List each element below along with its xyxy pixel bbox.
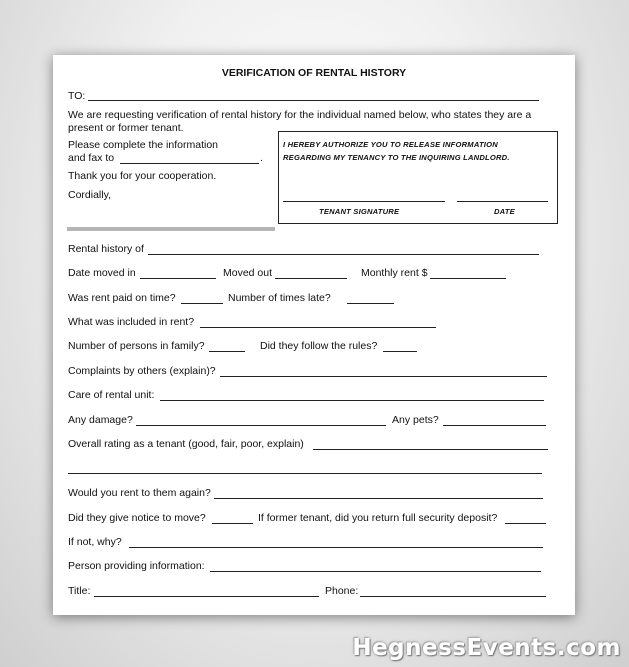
title-field[interactable] xyxy=(94,596,319,597)
phone-label: Phone: xyxy=(325,585,359,597)
date-label: DATE xyxy=(494,207,515,216)
authorize-line-1: I HEREBY AUTHORIZE YOU TO RELEASE INFORMATION xyxy=(283,140,498,149)
moved-out-label: Moved out xyxy=(223,267,273,279)
fax-number-field[interactable] xyxy=(120,163,259,164)
moved-out-field[interactable] xyxy=(275,278,347,279)
if-not-why-label: If not, why? xyxy=(68,536,122,548)
any-pets-label: Any pets? xyxy=(392,414,439,426)
person-providing-label: Person providing information: xyxy=(68,560,205,572)
tenant-signature-field[interactable] xyxy=(283,201,445,202)
complete-line-1: Please complete the information xyxy=(68,139,218,151)
overall-rating-field[interactable] xyxy=(313,449,548,450)
person-providing-field[interactable] xyxy=(210,571,541,572)
included-in-rent-label: What was included in rent? xyxy=(68,316,195,328)
rent-paid-on-time-label: Was rent paid on time? xyxy=(68,292,176,304)
security-deposit-label: If former tenant, did you return full security deposit? xyxy=(258,512,498,524)
included-in-rent-field[interactable] xyxy=(200,327,436,328)
any-damage-label: Any damage? xyxy=(68,414,133,426)
rent-paid-on-time-field[interactable] xyxy=(181,303,223,304)
follow-rules-label: Did they follow the rules? xyxy=(260,340,378,352)
to-label: TO: xyxy=(68,90,86,102)
overall-rating-label: Overall rating as a tenant (good, fair, poor, explain) xyxy=(68,438,304,450)
care-of-unit-field[interactable] xyxy=(160,400,544,401)
care-of-unit-label: Care of rental unit: xyxy=(68,389,155,401)
title-label: Title: xyxy=(68,585,91,597)
authorization-box xyxy=(278,131,558,224)
follow-rules-field[interactable] xyxy=(383,351,417,352)
intro-line-2: present or former tenant. xyxy=(68,122,184,134)
cordially-text: Cordially, xyxy=(68,189,111,201)
rent-again-field[interactable] xyxy=(214,498,543,499)
complaints-label: Complaints by others (explain)? xyxy=(68,365,216,377)
date-moved-in-label: Date moved in xyxy=(68,267,136,279)
if-not-why-field[interactable] xyxy=(129,547,543,548)
notice-to-move-label: Did they give notice to move? xyxy=(68,512,206,524)
monthly-rent-field[interactable] xyxy=(430,278,506,279)
security-deposit-field[interactable] xyxy=(505,523,546,524)
complete-line-2: and fax to xyxy=(68,152,115,164)
watermark: HegnessEvents.com xyxy=(352,635,621,661)
tenant-signature-label: TENANT SIGNATURE xyxy=(319,207,400,216)
to-field[interactable] xyxy=(88,100,539,101)
form-title: VERIFICATION OF RENTAL HISTORY xyxy=(221,67,407,79)
rental-history-of-field[interactable] xyxy=(148,254,539,255)
rental-history-of-label: Rental history of xyxy=(68,243,144,255)
times-late-label: Number of times late? xyxy=(228,292,331,304)
rent-again-label: Would you rent to them again? xyxy=(68,487,211,499)
signature-date-field[interactable] xyxy=(457,201,548,202)
authorize-line-2: REGARDING MY TENANCY TO THE INQUIRING LANDLORD. xyxy=(283,153,510,162)
date-moved-in-field[interactable] xyxy=(140,278,216,279)
any-pets-field[interactable] xyxy=(443,425,546,426)
divider-bar xyxy=(67,227,275,231)
rental-history-form xyxy=(53,55,575,615)
complaints-field[interactable] xyxy=(220,376,547,377)
monthly-rent-label: Monthly rent $ xyxy=(361,267,428,279)
times-late-field[interactable] xyxy=(347,303,394,304)
persons-in-family-field[interactable] xyxy=(209,351,245,352)
thanks-text: Thank you for your cooperation. xyxy=(68,170,217,182)
overall-rating-field-line-2[interactable] xyxy=(68,473,542,474)
intro-line-1: We are requesting verification of rental history for the individual named below, who states they are a xyxy=(68,109,532,121)
any-damage-field[interactable] xyxy=(136,425,386,426)
notice-to-move-field[interactable] xyxy=(212,523,253,524)
phone-field[interactable] xyxy=(360,596,546,597)
persons-in-family-label: Number of persons in family? xyxy=(68,340,205,352)
fax-period: . xyxy=(260,152,263,164)
